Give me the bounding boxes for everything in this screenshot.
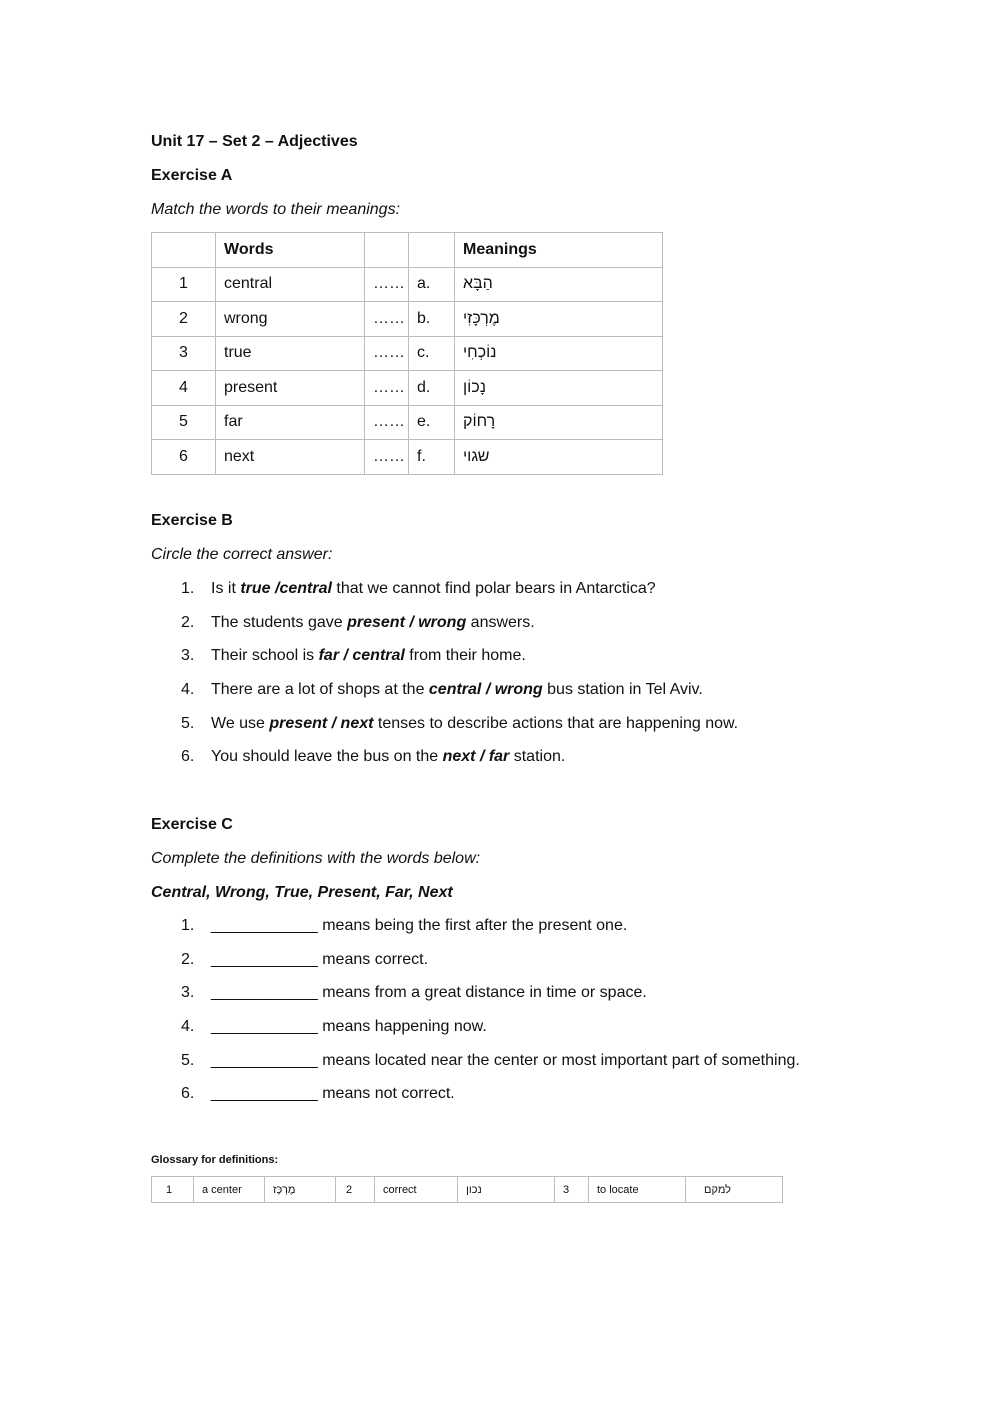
header-words: Words: [216, 233, 365, 268]
item-text: tenses to describe actions that are happening now.: [373, 714, 739, 732]
table-row: [152, 336, 663, 371]
row-letter: e.: [409, 405, 455, 440]
item-number: 6.: [181, 1085, 195, 1103]
row-letter: b.: [409, 302, 455, 337]
item-text: means located near the center or most important part of something.: [317, 1051, 800, 1069]
glossary-num: 2: [336, 1177, 375, 1203]
exercise-a-heading: Exercise A: [151, 167, 233, 184]
glossary-num: 3: [555, 1177, 589, 1203]
word-bank: Central, Wrong, True, Present, Far, Next: [151, 884, 453, 901]
item-text: bus station in Tel Aviv.: [542, 681, 703, 699]
table-row: [152, 302, 663, 337]
row-letter: f.: [409, 440, 455, 475]
answer-choice[interactable]: next / far: [442, 748, 510, 766]
exercise-b-instruction: Circle the correct answer:: [151, 546, 333, 563]
item-text: Is it: [211, 580, 241, 597]
row-meaning: הַבָּא: [455, 267, 663, 302]
glossary-table: [151, 1176, 783, 1203]
row-word: true: [216, 336, 365, 371]
fill-in-blank[interactable]: ____________: [211, 1085, 318, 1103]
row-number: 5: [152, 405, 216, 440]
row-number: 3: [152, 336, 216, 371]
table-row: [152, 440, 663, 475]
glossary-translation: למקם: [686, 1177, 783, 1203]
row-meaning: רָחוֹק: [455, 405, 663, 440]
row-meaning: מֶרְכָּזִי: [455, 302, 663, 337]
exercise-b-heading: Exercise B: [151, 512, 233, 529]
item-number: 3.: [181, 984, 195, 1002]
fill-in-blank[interactable]: ____________: [211, 1051, 318, 1069]
row-letter: a.: [409, 267, 455, 302]
answer-choice[interactable]: present / wrong: [347, 613, 467, 631]
item-text: means from a great distance in time or space.: [317, 984, 647, 1002]
glossary-term: to locate: [589, 1177, 686, 1203]
glossary-translation: נכון: [458, 1177, 555, 1203]
glossary-title: Glossary for definitions:: [151, 1154, 279, 1166]
row-word: central: [216, 267, 365, 302]
fill-in-blank[interactable]: ____________: [211, 1018, 318, 1036]
item-text: from their home.: [404, 647, 526, 665]
header-meanings: Meanings: [455, 233, 663, 268]
glossary-row: [152, 1177, 783, 1203]
item-number: 1.: [181, 917, 195, 934]
exercise-c-heading: Exercise C: [151, 816, 233, 833]
item-text: There are a lot of shops at the: [211, 681, 429, 699]
item-text: The students gave: [211, 613, 348, 631]
answer-choice[interactable]: far / central: [318, 647, 405, 665]
row-meaning: נוֹכְחִי: [455, 336, 663, 371]
item-text: You should leave the bus on the: [211, 748, 443, 766]
item-text: station.: [509, 748, 566, 766]
answer-blank[interactable]: ……: [365, 371, 409, 406]
answer-choice[interactable]: central / wrong: [428, 681, 543, 699]
row-number: 1: [152, 267, 216, 302]
answer-blank[interactable]: ……: [365, 440, 409, 475]
row-letter: c.: [409, 336, 455, 371]
item-number: 3.: [181, 647, 195, 665]
header-num: [152, 233, 216, 268]
item-number: 5.: [181, 1051, 195, 1069]
matching-table: [151, 232, 663, 475]
answer-blank[interactable]: ……: [365, 267, 409, 302]
item-number: 4.: [181, 1018, 195, 1036]
header-blank: [365, 233, 409, 268]
row-number: 6: [152, 440, 216, 475]
row-word: wrong: [216, 302, 365, 337]
item-number: 5.: [181, 714, 195, 732]
item-number: 2.: [181, 613, 195, 631]
glossary-term: a center: [194, 1177, 265, 1203]
item-text: Their school is: [211, 647, 319, 665]
item-number: 6.: [181, 748, 195, 766]
item-text: We use: [211, 714, 270, 732]
page-title: Unit 17 – Set 2 – Adjectives: [151, 133, 358, 150]
item-number: 1.: [181, 580, 195, 597]
fill-in-blank[interactable]: ____________: [211, 984, 318, 1002]
item-number: 2.: [181, 950, 195, 968]
answer-blank[interactable]: ……: [365, 336, 409, 371]
matching-table-header: [152, 233, 663, 268]
answer-choice[interactable]: present / next: [269, 714, 374, 732]
row-word: next: [216, 440, 365, 475]
row-number: 4: [152, 371, 216, 406]
table-row: [152, 371, 663, 406]
row-meaning: נָכוֹן: [455, 371, 663, 406]
fill-in-blank[interactable]: ____________: [211, 950, 318, 968]
item-text: means correct.: [317, 950, 429, 968]
item-text: that we cannot find polar bears in Antarctica?: [331, 580, 656, 597]
item-text: answers.: [466, 613, 535, 631]
table-row: [152, 267, 663, 302]
item-text: means happening now.: [317, 1018, 487, 1036]
item-number: 4.: [181, 681, 195, 699]
item-text: means not correct.: [317, 1085, 455, 1103]
row-number: 2: [152, 302, 216, 337]
header-letter: [409, 233, 455, 268]
answer-blank[interactable]: ……: [365, 405, 409, 440]
glossary-translation: מֶרְכָּז: [265, 1177, 336, 1203]
table-row: [152, 405, 663, 440]
item-text: means being the first after the present one.: [317, 917, 628, 934]
answer-choice[interactable]: true /central: [240, 580, 332, 597]
row-letter: d.: [409, 371, 455, 406]
row-meaning: שגוי: [455, 440, 663, 475]
fill-in-blank[interactable]: ____________: [211, 917, 318, 934]
row-word: far: [216, 405, 365, 440]
glossary-term: correct: [375, 1177, 458, 1203]
exercise-c-instruction: Complete the definitions with the words below:: [151, 850, 481, 867]
glossary-num: 1: [152, 1177, 194, 1203]
answer-blank[interactable]: ……: [365, 302, 409, 337]
exercise-a-instruction: Match the words to their meanings:: [151, 201, 401, 218]
row-word: present: [216, 371, 365, 406]
